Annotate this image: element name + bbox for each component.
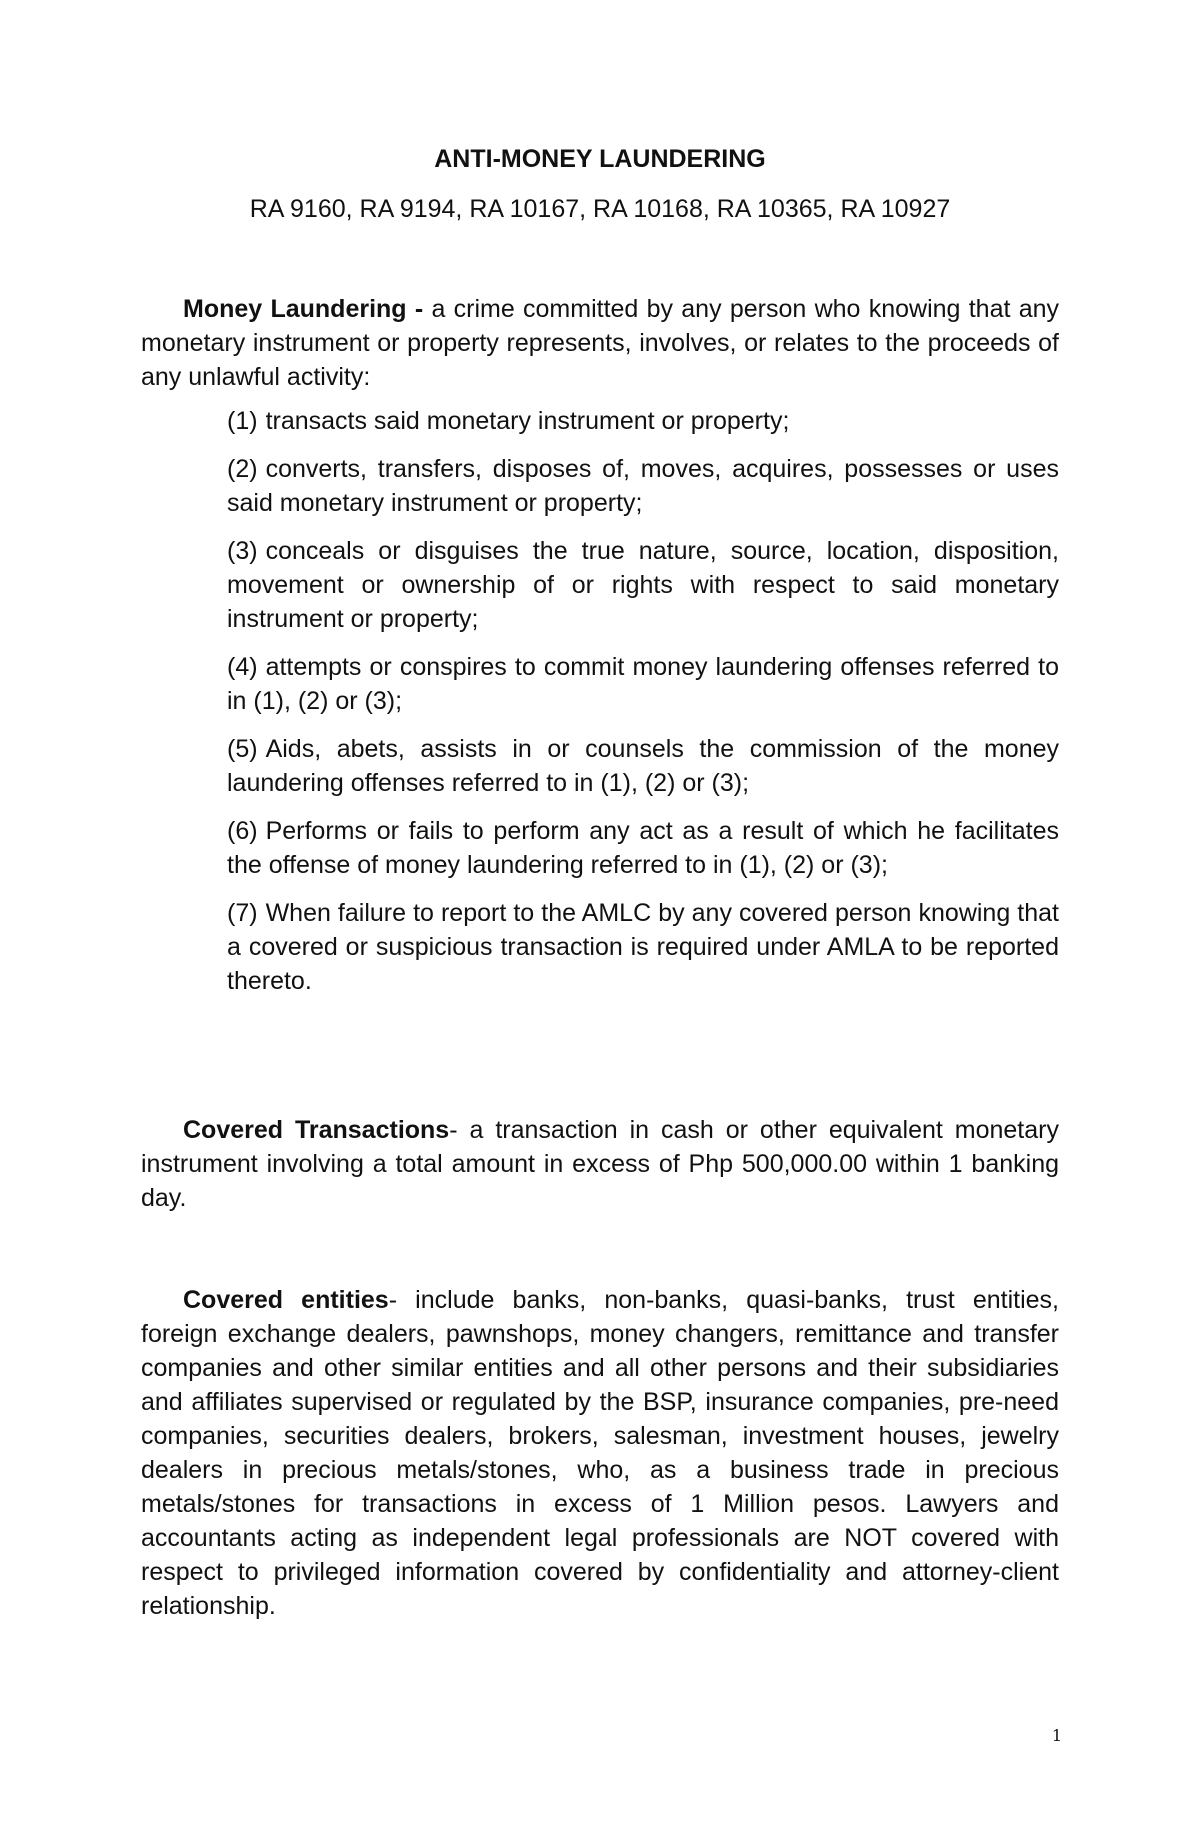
offense-list [227,404,1059,1012]
list-item-text: conceals or disguises the true nature, source, location, disposition, movement or ownership of or rights with respect to said monetary instrument or property; [227,537,1059,633]
list-item-text: Performs or fails to perform any act as a result of which he facilitates the offense of money laundering referred to in (1), (2) or (3); [227,817,1059,879]
covered-entities-term: Covered entities [183,1286,389,1314]
covered-transactions-term: Covered Transactions [183,1116,450,1144]
list-item [227,814,1059,882]
money-laundering-text: a crime committed by any person who knowing that any monetary instrument or property represents, involves, or relates to the proceeds of any unlawful activity: [141,295,1060,391]
money-laundering-definition [141,292,1059,394]
list-item [227,404,1059,438]
list-item-number: (2) [227,455,258,483]
covered-transactions-definition [141,1113,1059,1215]
list-item [227,732,1059,800]
page-number: 1 [1051,1726,1062,1745]
list-item-number: (1) [227,407,258,435]
list-item-text: transacts said monetary instrument or property; [265,407,790,435]
list-item-number: (3) [227,537,258,565]
list-item [227,452,1059,520]
list-item [227,650,1059,718]
law-references: RA 9160, RA 9194, RA 10167, RA 10168, RA 10365, RA 10927 [249,195,951,223]
list-item [227,534,1059,636]
list-item [227,896,1059,998]
list-item-text: When failure to report to the AMLC by any covered person knowing that a covered or suspicious transaction is required under AMLA to be reported thereto. [227,899,1059,995]
list-item-text: Aids, abets, assists in or counsels the commission of the money laundering offenses referred to in (1), (2) or (3); [227,735,1059,797]
list-item-number: (7) [227,899,258,927]
list-item-text: converts, transfers, disposes of, moves, acquires, possesses or uses said monetary instrument or property; [227,455,1059,517]
document-title: ANTI-MONEY LAUNDERING [434,145,766,173]
list-item-number: (4) [227,653,258,681]
covered-entities-definition [141,1283,1059,1623]
money-laundering-term: Money Laundering - [183,295,432,323]
list-item-text: attempts or conspires to commit money laundering offenses referred to in (1), (2) or (3); [227,653,1059,715]
covered-entities-text: - include banks, non-banks, quasi-banks, trust entities, foreign exchange dealers, pawnshops, money changers, remittance and transfer companies and other similar entities and all other persons and their subsidiaries and affiliates supervised or regulated by the BSP, insurance companies, pre-need companies, securities dealers, brokers, salesman, investment houses, jewelry dealers in precious metals/stones, who, as a business trade in precious metals/stones for transactions in excess of 1 Million pesos. Lawyers and accountants acting as independent legal professionals are NOT covered with respect to privileged information covered by confidentiality and attorney-client relationship. [141,1286,1059,1620]
covered-transactions-text: - a transaction in cash or other equivalent monetary instrument involving a total amount in excess of Php 500,000.00 within 1 banking day. [141,1116,1059,1212]
list-item-number: (5) [227,735,258,763]
list-item-number: (6) [227,817,258,845]
